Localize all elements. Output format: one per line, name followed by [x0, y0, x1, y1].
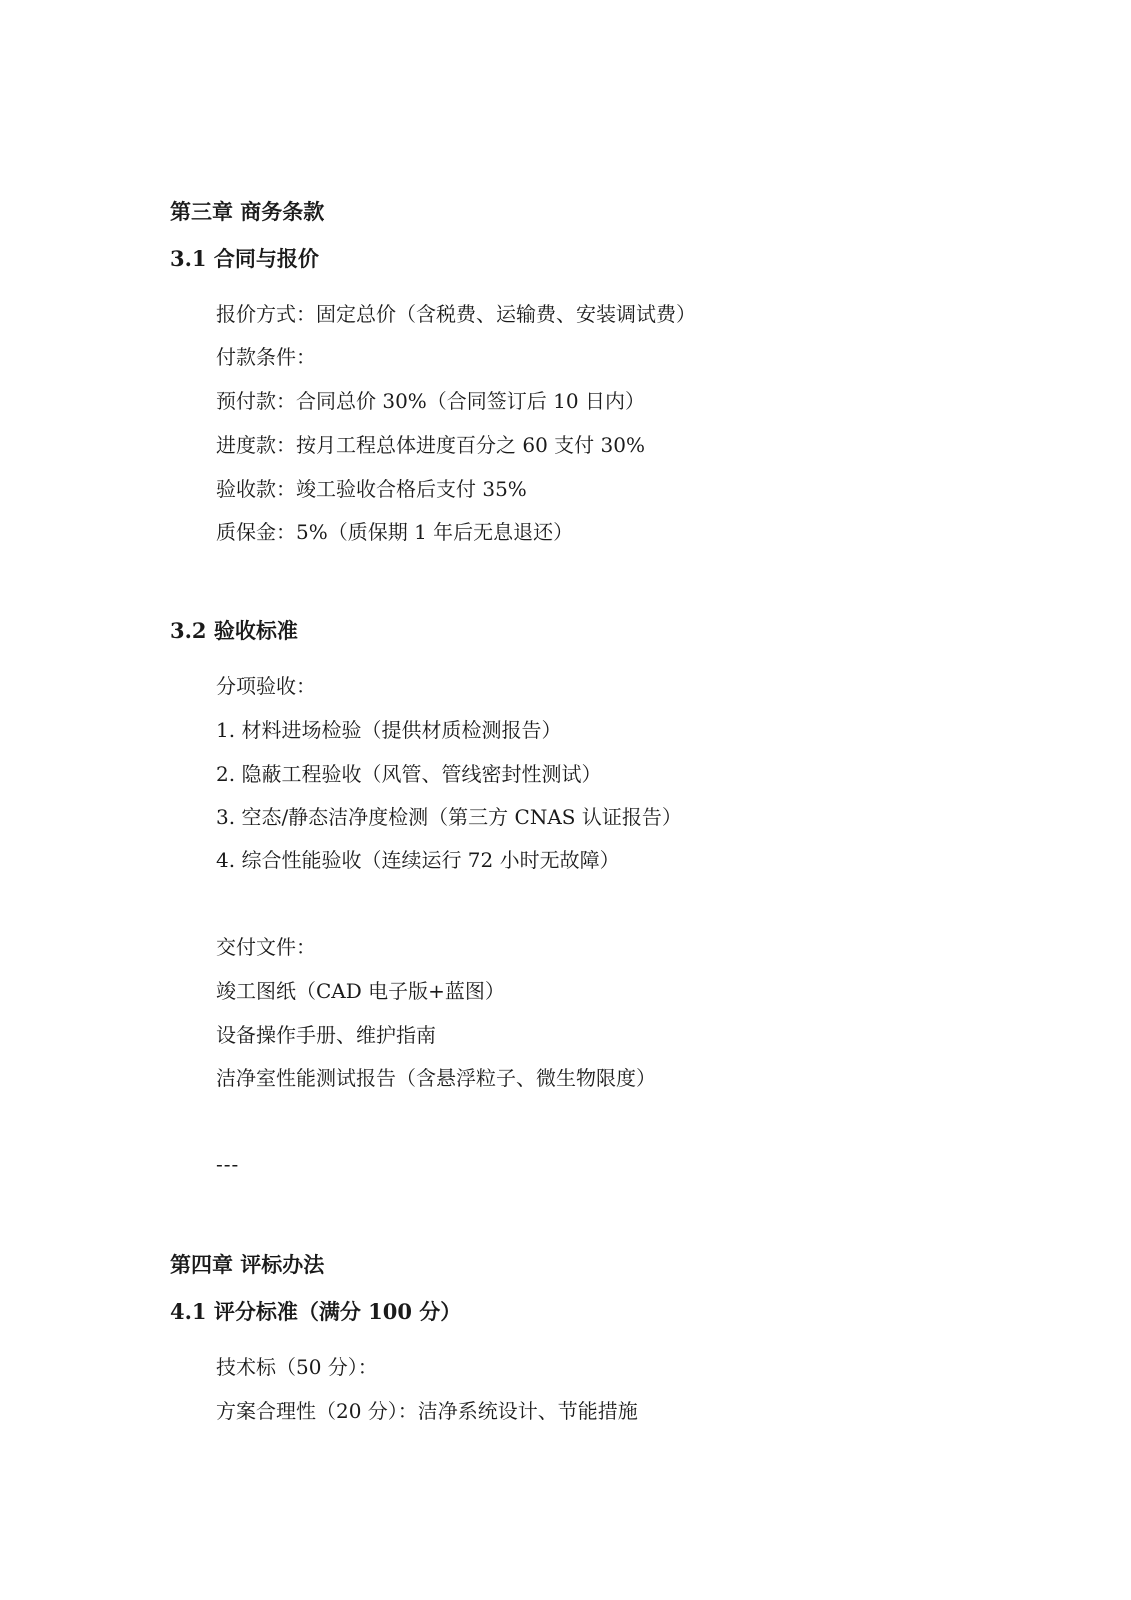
scheme-rationality-line: 方案合理性（20 分）：洁净系统设计、节能措施 — [216, 1399, 638, 1423]
chapter-4-title: 第四章 评标办法 — [170, 1252, 325, 1277]
payment-terms-label: 付款条件： — [216, 345, 316, 369]
section-4-1-title: 4.1 评分标准（满分 100 分） — [170, 1299, 462, 1324]
list-item: 1. 材料进场检验（提供材质检测报告） — [216, 718, 562, 742]
warranty-deposit-line: 质保金：5%（质保期 1 年后无息退还） — [216, 520, 574, 544]
sub-acceptance-label: 分项验收： — [216, 674, 316, 698]
list-item: 2. 隐蔽工程验收（风管、管线密封性测试） — [216, 762, 602, 786]
quote-method-line: 报价方式：固定总价（含税费、运输费、安装调试费） — [216, 302, 696, 326]
technical-bid-line: 技术标（50 分）： — [216, 1355, 378, 1379]
deliverable-item: 竣工图纸（CAD 电子版+蓝图） — [216, 979, 505, 1003]
list-item: 3. 空态/静态洁净度检测（第三方 CNAS 认证报告） — [216, 805, 682, 829]
deliverable-item: 设备操作手册、维护指南 — [216, 1023, 436, 1047]
section-separator: --- — [216, 1152, 240, 1176]
deliverable-item: 洁净室性能测试报告（含悬浮粒子、微生物限度） — [216, 1066, 656, 1090]
section-3-2-title: 3.2 验收标准 — [170, 618, 298, 643]
section-3-1-title: 3.1 合同与报价 — [170, 246, 319, 271]
deliverables-label: 交付文件： — [216, 935, 316, 959]
progress-payment-line: 进度款：按月工程总体进度百分之 60 支付 30% — [216, 433, 645, 457]
chapter-3-title: 第三章 商务条款 — [170, 199, 325, 224]
advance-payment-line: 预付款：合同总价 30%（合同签订后 10 日内） — [216, 389, 645, 413]
acceptance-payment-line: 验收款：竣工验收合格后支付 35% — [216, 477, 527, 501]
list-item: 4. 综合性能验收（连续运行 72 小时无故障） — [216, 848, 620, 872]
